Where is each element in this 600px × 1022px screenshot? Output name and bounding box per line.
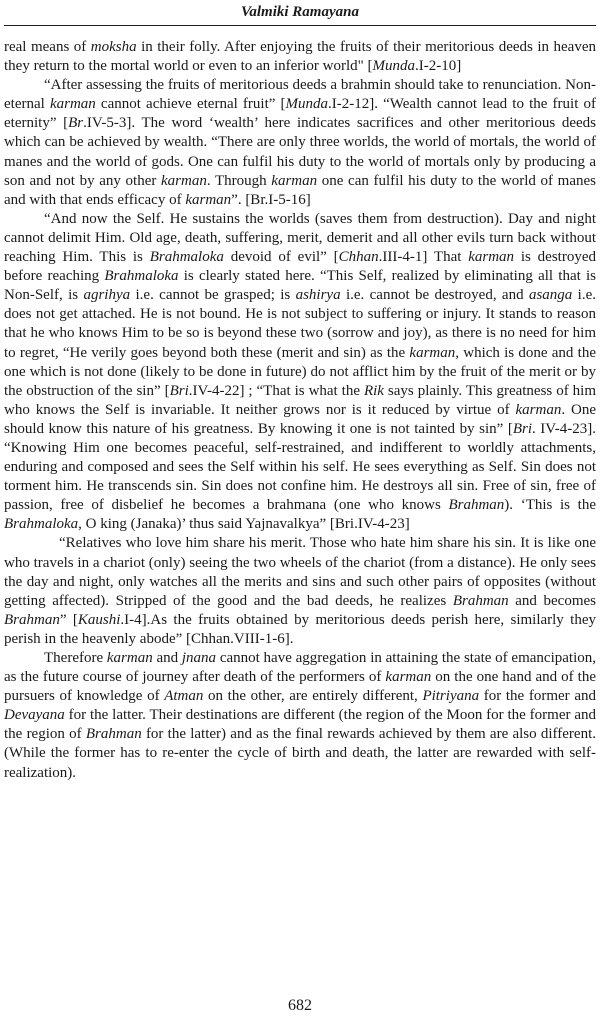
text-run: “Relatives who love him share his merit. Those who hate him share his sin. It is like one who travels in a chariot (only) seeing the two wheels of the chariot (from a distance). He only sees the day and night, only watches all the merits and sins and such other pairs of opposites (without getting affected). Stripped of the good and the bad deeds, he realizes xyxy=(4,535,596,609)
italic-term: karman xyxy=(385,669,432,686)
italic-term: Devayana xyxy=(4,707,65,724)
text-run: .IV-5-3]. The word ‘wealth’ here indicates sacrifices and other meritorious deeds which can be achieved by wealth. “There are only three worlds, the world of mortals, the world of manes and the world of gods. One can fulfil his duty to the world of mortals only by producing a son and not by any other xyxy=(4,115,597,189)
paragraph xyxy=(4,649,596,783)
italic-term: Brahman xyxy=(4,611,60,628)
text-run: is clearly stated here. “This Self, realized by eliminating all that is Non-Self, is xyxy=(4,268,596,304)
text-run: ). ‘This is the xyxy=(504,497,596,514)
paragraph xyxy=(4,210,596,535)
text-run: “After assessing the fruits of meritorious deeds a brahmin should take to renunciation. Non-eternal xyxy=(4,77,596,113)
italic-term: Chhan xyxy=(338,249,379,266)
text-run: ”. [Br.I-5-16] xyxy=(231,191,311,208)
header-rule xyxy=(4,25,596,26)
text-run: i.e. cannot be grasped; is xyxy=(130,287,296,304)
italic-term: karman xyxy=(106,650,153,666)
italic-term: ashirya xyxy=(295,287,341,304)
text-run: and xyxy=(152,650,182,666)
text-run: is destroyed before reaching xyxy=(4,249,596,285)
text-run: in their folly. After enjoying the fruits of their meritorious deeds in heaven they return to the mortal world or even to an inferior world" [ xyxy=(4,39,597,75)
italic-term: Brahmaloka xyxy=(4,516,79,533)
italic-term: agrihya xyxy=(83,287,131,304)
text-run: for the latter. Their destinations are different (the region of the Moon for the former and the region of xyxy=(4,707,596,743)
italic-term: jnana xyxy=(181,650,217,666)
italic-term: Bri xyxy=(512,420,533,437)
text-run: . One should know this nature of his greatness. By knowing it one is not tainted by sin” [ xyxy=(4,401,596,437)
text-run: .I-2-10] xyxy=(415,58,462,75)
text-run: “And now the Self. He sustains the worlds (saves them from destruction). Day and night cannot delimit Him. Old age, death, suffering, merit, demerit and all other evils turn back without reaching Him. This is xyxy=(4,210,596,266)
text-run: one can fulfil his duty to the world of manes and with that ends efficacy of xyxy=(4,172,597,208)
italic-term: Atman xyxy=(164,688,204,705)
text-run: . Through xyxy=(206,172,272,189)
italic-term: Munda xyxy=(285,96,329,113)
italic-term: Pitriyana xyxy=(422,688,480,705)
text-run: ” [ xyxy=(59,611,78,628)
italic-term: Munda xyxy=(372,58,416,75)
text-run: . IV-4-23]. “Knowing Him one becomes peaceful, self-restrained, and indifferent to worldly attachments, enduring and composed and sees the Self within his self. He sees everything as Self. Sin does not torment him. He transcends sin. Sin does not confine him. He destroys all sin. Free of sin, free of passion, free of disbelief he becomes a brahmana (one who knows xyxy=(4,420,596,514)
italic-term: karman xyxy=(161,172,207,189)
text-run: Therefore xyxy=(44,650,107,666)
text-run: devoid of evil” [ xyxy=(223,249,339,266)
text-run: , which is done and the one which is not done (likely to be done in future) do not afflict him by the fruit of the merit or by the obstruction of the sin” [ xyxy=(4,344,597,399)
italic-term: Brahmaloka xyxy=(149,249,224,266)
text-run: i.e. does not get attached. He is not bound. He is not subject to suffering or injury. It stands to reason that he who knows Him to be so is beyond these two (sorrow and joy), as there is no need for him to regret, “He verily goes beyond both these (merit and sin) as the xyxy=(4,287,596,361)
italic-term: karman xyxy=(49,96,96,113)
italic-term: Brahman xyxy=(448,497,505,514)
italic-term: karman xyxy=(185,191,232,208)
text-run: cannot have aggregation in attaining the state of emancipation, as the future course of journey after death of the performers of xyxy=(4,650,596,686)
paragraph xyxy=(4,534,596,649)
text-run: and becomes xyxy=(508,592,596,609)
text-run: for the latter) and as the final rewards achieved by them are also different. (While the former has to re-enter the cycle of birth and death, the latter are rewarded with self-realization). xyxy=(4,726,596,781)
italic-term: Br xyxy=(68,115,84,132)
text-run: , O king (Janaka)’ thus said Yajnavalkya” [Bri.IV-4-23] xyxy=(78,516,410,533)
italic-term: Brahman xyxy=(452,592,509,609)
italic-term: Rik xyxy=(363,382,384,399)
text-run: .I-4].As the fruits obtained by meritorious deeds perish here, similarly they perish in the heavenly abode” [Chhan.VIII-1-6]. xyxy=(4,611,596,647)
italic-term: asanga xyxy=(528,287,573,304)
paragraph xyxy=(4,76,596,210)
text-run: for the former and xyxy=(479,688,596,705)
italic-term: karman xyxy=(271,172,318,189)
italic-term: Bri xyxy=(169,382,189,399)
italic-term: karman xyxy=(409,344,456,361)
text-run: on the other, are entirely different, xyxy=(203,688,423,705)
italic-term: Brahman xyxy=(85,726,142,743)
text-run: on the one hand and of the pursuers of knowledge of xyxy=(4,669,597,705)
italic-term: Brahmaloka xyxy=(104,268,179,285)
italic-term: moksha xyxy=(90,39,137,55)
italic-term: Kaushi xyxy=(77,611,121,628)
page-number: 682 xyxy=(288,997,312,1014)
text-run: .I-2-12]. “Wealth cannot lead to the fruit of eternity” [ xyxy=(4,96,597,132)
text-run: i.e. cannot be destroyed, and xyxy=(340,287,529,304)
running-header: Valmiki Ramayana xyxy=(241,4,359,20)
text-run: real means of xyxy=(4,39,91,55)
text-run: .IV-4-22] ; “That is what the xyxy=(188,382,364,399)
text-run: cannot achieve eternal fruit” [ xyxy=(95,96,286,113)
text-run: .III-4-1] That xyxy=(378,249,469,266)
italic-term: karman xyxy=(515,401,562,418)
italic-term: karman xyxy=(468,249,515,266)
text-run: says plainly. This greatness of him who knows the Self is invariable. It neither grows nor is it reduced by virtue of xyxy=(4,382,596,418)
page-body xyxy=(4,38,596,783)
paragraph xyxy=(4,38,596,76)
